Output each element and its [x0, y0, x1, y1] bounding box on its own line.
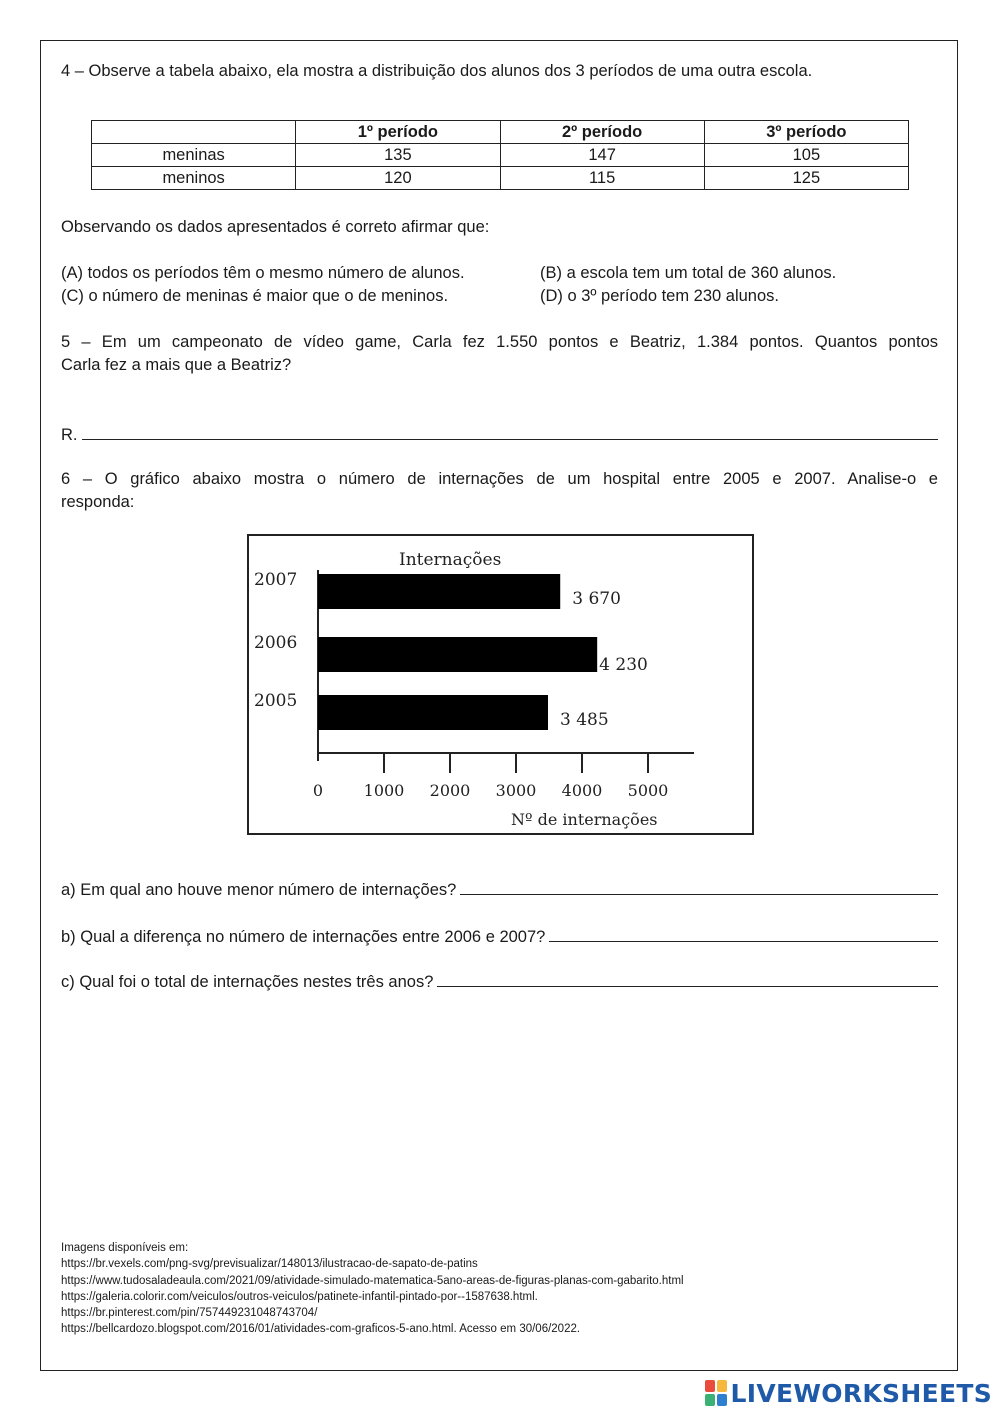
chart-x-tick-label: 3000 — [495, 781, 537, 800]
chart-value-label: 4 230 — [599, 655, 648, 675]
reference-link[interactable]: https://br.vexels.com/png-svg/previsualizar/148013/ilustracao-de-sapato-de-patins — [61, 1258, 478, 1271]
chart-x-tick-label: 0 — [312, 781, 324, 800]
chart-bar-2007 — [318, 574, 560, 609]
table-header-cell — [92, 121, 296, 144]
q4-option-a[interactable]: (A) todos os períodos têm o mesmo número de alunos. — [61, 264, 465, 282]
chart-category-label: 2006 — [254, 633, 298, 653]
table-cell: 115 — [500, 167, 704, 190]
table-row — [92, 167, 909, 190]
table-cell: 147 — [500, 144, 704, 167]
q4-option-d[interactable]: (D) o 3º período tem 230 alunos. — [540, 287, 779, 305]
q6-prompt-line1: 6 – O gráfico abaixo mostra o número de internações de um hospital entre 2005 e 2007. Analise-o e — [61, 470, 938, 488]
chart-category-label: 2007 — [254, 570, 298, 590]
chart-bar-2005 — [318, 695, 548, 730]
table-header-cell: 3º período — [704, 121, 908, 144]
table-header-cell: 1º período — [296, 121, 500, 144]
liveworksheets-brand — [705, 1376, 992, 1410]
chart-x-tick-label: 1000 — [363, 781, 405, 800]
q5-answer-line[interactable] — [82, 423, 939, 440]
chart-x-tick-label: 5000 — [627, 781, 669, 800]
chart-x-tick-label: 4000 — [561, 781, 603, 800]
q4-statement: Observando os dados apresentados é correto afirmar que: — [61, 218, 490, 236]
references-heading: Imagens disponíveis em: — [61, 1242, 189, 1254]
image-references — [61, 1240, 684, 1338]
chart-x-tick-label: 2000 — [429, 781, 471, 800]
chart-svg — [249, 536, 752, 833]
table-cell: meninos — [92, 167, 296, 190]
liveworksheets-logo-icon — [705, 1380, 727, 1406]
reference-link[interactable]: https://br.pinterest.com/pin/757449231048743704/ — [61, 1307, 318, 1320]
q5-answer-row — [61, 423, 938, 447]
table-header-row — [92, 121, 909, 144]
chart-value-label: 3 670 — [572, 589, 621, 609]
chart-x-label: Nº de internações — [511, 810, 658, 829]
q5-answer-label: R. — [61, 426, 78, 444]
chart-title: Internações — [399, 550, 502, 570]
brand-name: LIVEWORKSHEETS — [730, 1378, 992, 1408]
q5-prompt-line2: Carla fez a mais que a Beatriz? — [61, 356, 292, 374]
hospitalizations-chart — [247, 534, 754, 835]
table-header-cell: 2º período — [500, 121, 704, 144]
table-cell: 120 — [296, 167, 500, 190]
distribution-table — [91, 120, 909, 190]
q6a-row — [61, 878, 938, 902]
q6a-question: a) Em qual ano houve menor número de internações? — [61, 881, 457, 899]
q6a-answer-line[interactable] — [460, 878, 938, 895]
q6-prompt-line2: responda: — [61, 493, 135, 511]
q6c-row — [61, 970, 938, 994]
table-cell: 135 — [296, 144, 500, 167]
table-cell: 125 — [704, 167, 908, 190]
q6b-answer-line[interactable] — [549, 925, 938, 942]
chart-bar-2006 — [318, 637, 597, 672]
chart-value-label: 3 485 — [560, 710, 609, 730]
table-cell: 105 — [704, 144, 908, 167]
table-cell: meninas — [92, 144, 296, 167]
reference-link[interactable]: https://galeria.colorir.com/veiculos/outros-veiculos/patinete-infantil-pintado-por--1587638.html. — [61, 1290, 538, 1303]
q4-option-b[interactable]: (B) a escola tem um total de 360 alunos. — [540, 264, 837, 282]
table-row — [92, 144, 909, 167]
q6c-question: c) Qual foi o total de internações nestes três anos? — [61, 973, 434, 991]
q4-prompt: 4 – Observe a tabela abaixo, ela mostra a distribuição dos alunos dos 3 períodos de uma outra escola. — [61, 62, 813, 80]
q6c-answer-line[interactable] — [437, 970, 938, 987]
q4-option-c[interactable]: (C) o número de meninas é maior que o de meninos. — [61, 287, 449, 305]
reference-link[interactable]: https://bellcardozo.blogspot.com/2016/01/atividades-com-graficos-5-ano.html. Acesso em 30/06/2022. — [61, 1323, 581, 1336]
q6b-row — [61, 925, 938, 949]
reference-link[interactable]: https://www.tudosaladeaula.com/2021/09/atividade-simulado-matematica-5ano-areas-de-figuras-planas-com-gabarito.html — [61, 1274, 684, 1287]
chart-category-label: 2005 — [254, 691, 298, 711]
q5-prompt-line1: 5 – Em um campeonato de vídeo game, Carla fez 1.550 pontos e Beatriz, 1.384 pontos. Quantos pontos — [61, 333, 938, 351]
q6b-question: b) Qual a diferença no número de internações entre 2006 e 2007? — [61, 928, 546, 946]
